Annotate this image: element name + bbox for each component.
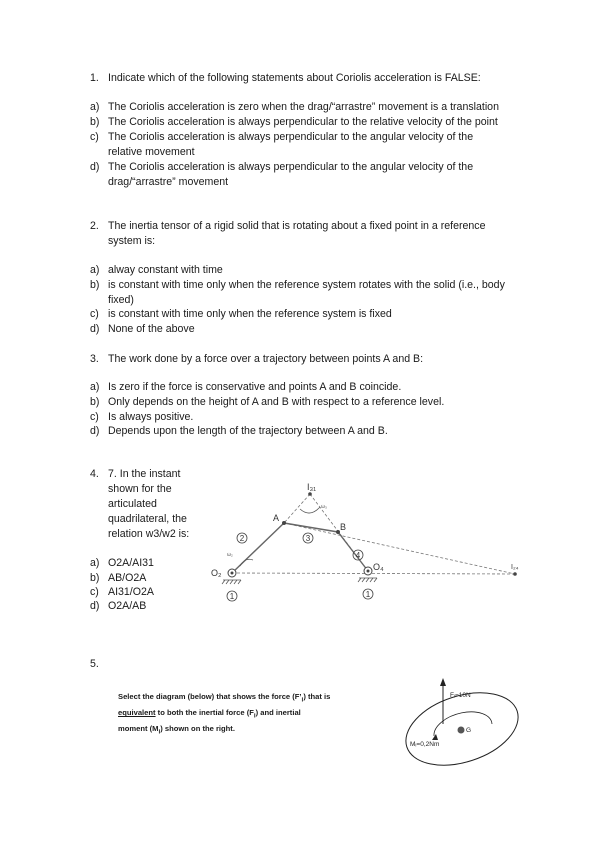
option-letter: c) bbox=[90, 411, 99, 423]
option-text: Is always positive. bbox=[108, 411, 194, 423]
a-label: A bbox=[273, 513, 280, 523]
g-point bbox=[458, 727, 465, 734]
option-letter: d) bbox=[90, 161, 100, 173]
option-text: Is zero if the force is conservative and points A and B coincide. bbox=[108, 381, 402, 393]
option-letter: a) bbox=[90, 101, 100, 113]
link-3 bbox=[284, 523, 338, 532]
option-letter: b) bbox=[90, 279, 100, 291]
option-text: Depends upon the length of the trajectory between A and B. bbox=[108, 425, 388, 437]
option-letter: b) bbox=[90, 396, 100, 408]
moment-label: Mᵢ=0,2Nm bbox=[410, 741, 440, 748]
question-stem-cont: articulated bbox=[108, 498, 157, 510]
i31-point bbox=[308, 492, 312, 496]
o2-label: O₂ bbox=[211, 568, 222, 578]
option-text: O2A/AB bbox=[108, 600, 147, 612]
question-stem-cont: quadrilateral, the bbox=[108, 513, 187, 525]
option-text: Only depends on the height of A and B with respect to a reference level. bbox=[108, 396, 445, 408]
w3-arc-icon bbox=[300, 507, 320, 513]
option-text: O2A/AI31 bbox=[108, 557, 154, 569]
g-label: G bbox=[466, 727, 472, 734]
option-letter: a) bbox=[90, 557, 100, 569]
option-text: is constant with time only when the reference system is fixed bbox=[108, 308, 392, 320]
o4-label: O₄ bbox=[373, 562, 384, 572]
option-text-cont: relative movement bbox=[108, 145, 195, 158]
option-letter: a) bbox=[90, 264, 100, 276]
link-2 bbox=[232, 523, 284, 573]
option-letter: d) bbox=[90, 600, 100, 612]
option-text-cont: fixed) bbox=[108, 293, 134, 306]
i31-label: I₃₁ bbox=[307, 482, 317, 492]
ground-hatch-o2 bbox=[222, 580, 241, 584]
option-letter: a) bbox=[90, 381, 100, 393]
question-stem: 7. In the instant bbox=[108, 468, 181, 480]
option-text: The Coriolis acceleration is always perpendicular to the angular velocity of the bbox=[108, 161, 474, 173]
option-letter: b) bbox=[90, 116, 100, 128]
question-number: 1. bbox=[90, 72, 99, 84]
option-letter: c) bbox=[90, 586, 99, 598]
option-text: None of the above bbox=[108, 323, 195, 335]
i24-point bbox=[513, 572, 517, 576]
link-3-label: 3 bbox=[305, 534, 311, 543]
option-text: The Coriolis acceleration is zero when the drag/“arrastre” movement is a translation bbox=[108, 101, 499, 113]
option-text: AI31/O2A bbox=[108, 586, 154, 598]
question-number: 5. bbox=[90, 658, 99, 670]
option-text-cont: drag/“arrastre” movement bbox=[108, 175, 229, 188]
question-stem: The inertia tensor of a rigid solid that is rotating about a fixed point in a reference bbox=[108, 220, 486, 232]
option-text: AB/O2A bbox=[108, 572, 147, 584]
link-4-label: 4 bbox=[355, 551, 361, 560]
option-letter: c) bbox=[90, 131, 99, 143]
four-bar-linkage-diagram bbox=[205, 474, 535, 614]
extension-line-ab bbox=[284, 523, 515, 574]
question-stem-cont: system is: bbox=[108, 234, 156, 247]
w2-arc-icon bbox=[240, 559, 253, 566]
question-number: 2. bbox=[90, 220, 99, 232]
option-text: The Coriolis acceleration is always perpendicular to the angular velocity of the bbox=[108, 131, 474, 143]
option-letter: d) bbox=[90, 323, 100, 335]
w3-label: ω₃ bbox=[321, 504, 327, 510]
b-label: B bbox=[340, 522, 347, 532]
w2-label: ω₂ bbox=[227, 552, 233, 558]
inertial-force-moment-diagram bbox=[400, 674, 525, 769]
option-text: is constant with time only when the reference system rotates with the solid (i.e., body bbox=[108, 279, 505, 291]
question-number: 4. bbox=[90, 468, 99, 480]
ground-1-label: 1 bbox=[229, 592, 235, 601]
question-number: 3. bbox=[90, 353, 99, 365]
instant-center-line-a bbox=[284, 494, 310, 523]
ground-line bbox=[232, 573, 515, 574]
option-letter: b) bbox=[90, 572, 100, 584]
question-5-text: Select the diagram (below) that shows the force $(F’_i)$ that is equivalent to both the inertial force $(F_i)$ and inertial moment $(M_i)$ shown on the right. bbox=[118, 692, 331, 736]
a-joint bbox=[282, 521, 286, 525]
link-2-label: 2 bbox=[239, 534, 245, 543]
question-stem-cont: relation w3/w2 is: bbox=[108, 528, 190, 540]
option-text: The Coriolis acceleration is always perpendicular to the relative velocity of the point bbox=[108, 116, 498, 128]
option-letter: d) bbox=[90, 425, 100, 437]
question-stem: The work done by a force over a trajectory between points A and B: bbox=[108, 353, 424, 365]
ground-hatch-o4 bbox=[358, 578, 377, 582]
force-label: Fᵢ=10N bbox=[450, 692, 471, 699]
question-stem: Indicate which of the following statements about Coriolis acceleration is FALSE: bbox=[108, 72, 481, 84]
i24-label: I₂₄ bbox=[511, 564, 519, 571]
option-text: alway constant with time bbox=[108, 264, 223, 276]
ground-1b-label: 1 bbox=[365, 590, 371, 599]
option-letter: c) bbox=[90, 308, 99, 320]
question-stem-cont: shown for the bbox=[108, 483, 172, 495]
